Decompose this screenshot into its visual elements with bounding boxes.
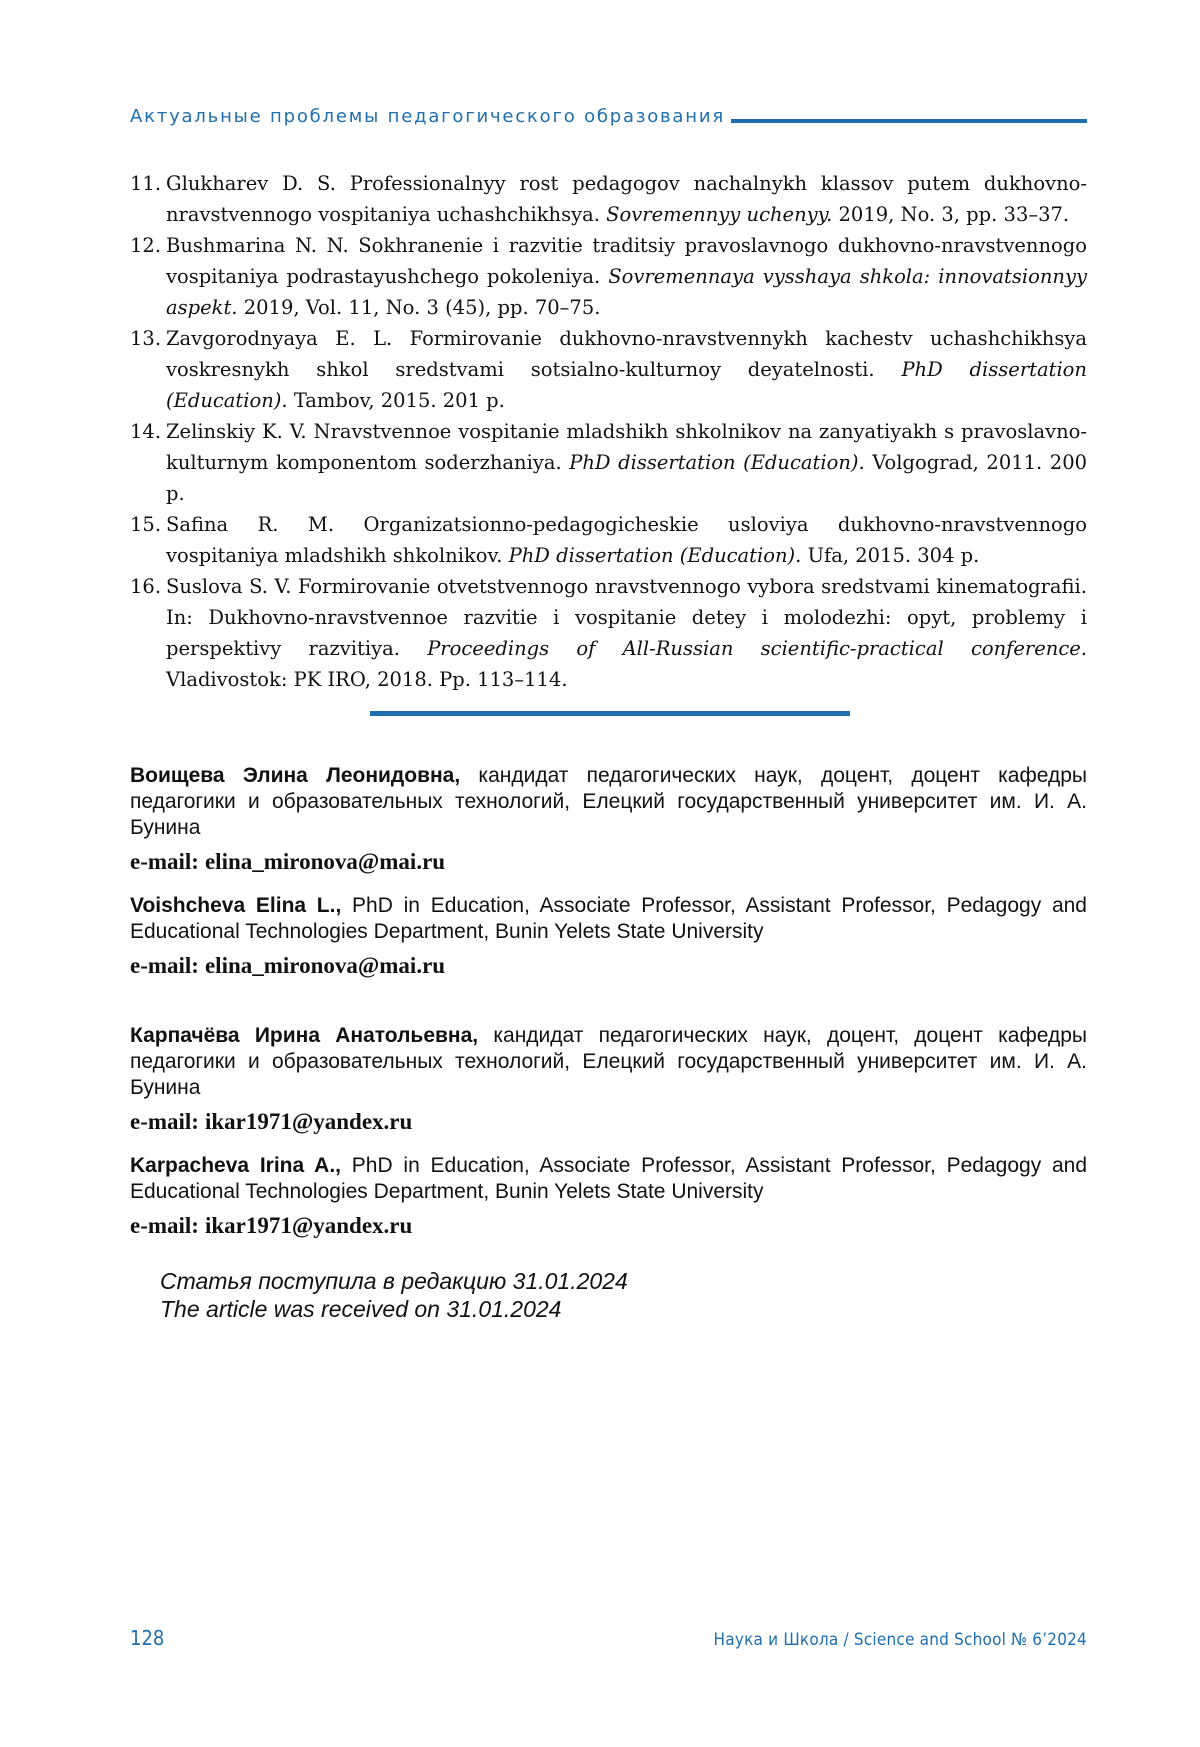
reference-number: 11. — [130, 172, 162, 195]
reference-details: Tambov, 2015. 201 p. — [293, 389, 505, 412]
page-footer — [130, 1626, 1087, 1650]
email-label: e-mail: — [130, 1213, 199, 1238]
section-divider — [370, 711, 850, 716]
reference-text: Zavgorodnyaya E. L. Formirovanie dukhovno-nravstvennykh kachestv uchashchikhsya voskresnykh shkol sredstvami sotsialno-kulturnoy deyatelnosti. — [166, 327, 1087, 381]
email-label: e-mail: — [130, 1109, 199, 1134]
reference-item — [130, 168, 1087, 230]
reference-list — [130, 168, 1087, 695]
email-label: e-mail: — [130, 849, 199, 874]
reference-number: 16. — [130, 575, 162, 598]
author-info-ru — [130, 1023, 1087, 1136]
author-affiliation: PhD in Education, Associate Professor, Assistant Professor, Pedagogy and Educational Technologies Department, Bunin Yelets State University — [130, 1154, 1088, 1203]
author-affiliation: PhD in Education, Associate Professor, Assistant Professor, Pedagogy and Educational Technologies Department, Bunin Yelets State University — [130, 894, 1087, 943]
author-affiliation: кандидат педагогических наук, доцент, доцент кафедры педагогики и образовательных технологий, Елецкий государственный университет им. И. А. Бунина — [130, 764, 1088, 839]
received-ru: Статья поступила в редакцию 31.01.2024 — [160, 1268, 628, 1294]
page-number: 128 — [130, 1626, 165, 1650]
reference-number: 13. — [130, 327, 162, 350]
author-name: Воищева Элина Леонидовна, — [130, 764, 461, 787]
reference-item — [130, 416, 1087, 509]
received-note — [160, 1267, 628, 1323]
author-description — [130, 763, 1087, 841]
received-en: The article was received on 31.01.2024 — [160, 1296, 562, 1322]
author-description — [130, 1023, 1087, 1101]
email-address[interactable]: elina_mironova@mai.ru — [204, 849, 446, 874]
reference-text: Zelinskiy K. V. Nravstvennoe vospitanie mladshikh shkolnikov na zanyatiyakh s pravoslavno-kulturnym komponentom soderzhaniya. — [166, 420, 1087, 474]
journal-title: Наука и Школа / Science and School № 6’2024 — [713, 1630, 1087, 1650]
author-email-line — [130, 848, 1087, 876]
email-label: e-mail: — [130, 953, 199, 978]
reference-source: PhD dissertation (Education). — [569, 451, 865, 474]
header-rule — [731, 119, 1087, 123]
reference-source: Proceedings of All-Russian scientific-practical conference. — [427, 637, 1088, 660]
reference-details: Vladivostok: PK IRO, 2018. Pp. 113–114. — [166, 668, 568, 691]
reference-details: 2019, Vol. 11, No. 3 (45), pp. 70–75. — [243, 296, 601, 319]
author-name: Voishcheva Elina L., — [130, 894, 342, 917]
reference-item — [130, 571, 1087, 695]
author-description — [130, 1153, 1087, 1205]
email-address[interactable]: elina_mironova@mai.ru — [204, 953, 446, 978]
header-title: Актуальные проблемы педагогического образования — [130, 106, 725, 127]
author-name: Карпачёва Ирина Анатольевна, — [130, 1024, 479, 1047]
author-name: Karpacheva Irina A., — [130, 1154, 342, 1177]
reference-item — [130, 323, 1087, 416]
reference-source: PhD dissertation (Education). — [508, 544, 802, 567]
author-description — [130, 893, 1087, 945]
reference-item — [130, 230, 1087, 323]
reference-text: Glukharev D. S. Professionalnyy rost pedagogov nachalnykh klassov putem dukhovno-nravstvennogo vospitaniya uchashchikhsya. — [166, 172, 1087, 226]
email-address[interactable]: ikar1971@yandex.ru — [204, 1213, 413, 1238]
reference-source: Sovremennaya vysshaya shkola: innovatsionnyy aspekt. — [166, 265, 1088, 319]
author-email-line — [130, 952, 1087, 980]
author-info-en — [130, 893, 1087, 980]
author-info-ru — [130, 763, 1087, 876]
reference-number: 12. — [130, 234, 162, 257]
author-email-line — [130, 1108, 1087, 1136]
reference-details: Ufa, 2015. 304 p. — [807, 544, 980, 567]
reference-source: Sovremennyy uchenyy. — [606, 203, 833, 226]
email-address[interactable]: ikar1971@yandex.ru — [204, 1109, 413, 1134]
reference-number: 14. — [130, 420, 162, 443]
reference-details: Volgograd, 2011. 200 p. — [166, 451, 1088, 505]
running-header — [130, 103, 1087, 127]
author-affiliation: кандидат педагогических наук, доцент, доцент кафедры педагогики и образовательных технологий, Елецкий государственный университет им. И. А. Бунина — [130, 1024, 1087, 1099]
reference-text: Safina R. M. Organizatsionno-pedagogicheskie usloviya dukhovno-nravstvennogo vospitaniya mladshikh shkolnikov. — [166, 513, 1087, 567]
author-email-line — [130, 1212, 1087, 1240]
reference-source: PhD dissertation (Education). — [166, 358, 1087, 412]
reference-text: Bushmarina N. N. Sokhranenie i razvitie traditsiy pravoslavnogo dukhovno-nravstvennogo vospitaniya podrastayushchego pokoleniya. — [166, 234, 1087, 288]
reference-item — [130, 509, 1087, 571]
reference-number: 15. — [130, 513, 162, 536]
reference-text: Suslova S. V. Formirovanie otvetstvennogo nravstvennogo vybora sredstvami kinematografii. In: Dukhovno-nravstvennoe razvitie i vospitanie detey i molodezhi: opyt, problemy i perspektivy razvitiya. — [166, 575, 1087, 660]
reference-details: 2019, No. 3, pp. 33–37. — [838, 203, 1070, 226]
author-info-en — [130, 1153, 1087, 1240]
